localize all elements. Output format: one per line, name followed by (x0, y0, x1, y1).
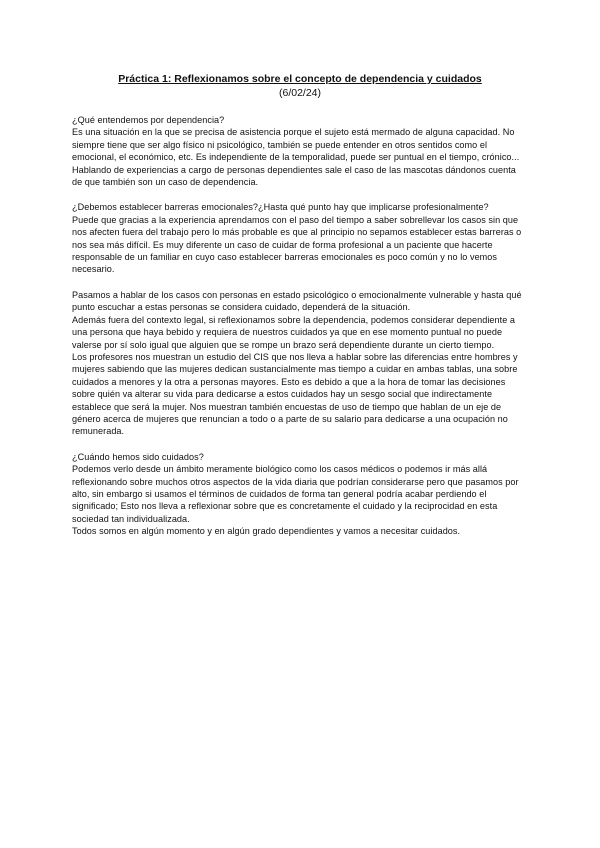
section-dependencia (72, 114, 528, 188)
paragraph: Los profesores nos muestran un estudio del CIS que nos lleva a hablar sobre las diferencias entre hombres y mujeres sabiendo que las mujeres dedican sustancialmente mas tiempo a cuidar en ambas tablas, una sobre cuidados a menores y la otra a personas mayores. Esto es debido a que a la hora de tomar las decisiones sobre quién va alterar su vida para dedicarse a estos cuidados hay un sesgo social que indirectamente establece que será la mujer. Nos muestran también encuestas de uso de tiempo que hablan de un eje de género acerca de mujeres que renuncian a todo o a parte de su salario para dedicarse a una ocupación no remunerada. (72, 351, 518, 437)
question-heading: ¿Cuándo hemos sido cuidados? (72, 451, 204, 462)
question-heading: ¿Debemos establecer barreras emocionales?¿Hasta qué punto hay que implicarse profesionalmente? (72, 202, 489, 213)
question-heading: ¿Qué entendemos por dependencia? (72, 115, 225, 125)
section-barreras-emocionales (72, 201, 528, 275)
document-date: (6/02/24) (278, 87, 322, 99)
paragraph: Puede que gracias a la experiencia aprendamos con el paso del tiempo a saber sobrellevar los casos sin que nos afecten fuera del trabajo pero lo más probable es que al principio no sepamos establecer estas barreras o nos sea más difícil. Es muy diferente un caso de cuidar de forma profesional a un paciente que hacerte responsable de un familiar en cuyo caso establecer barreras emocionales es poco común y no lo vemos necesario. (72, 214, 522, 275)
section-vulnerabilidad (72, 289, 528, 438)
section-cuidados (72, 451, 528, 538)
document-title: Práctica 1: Reflexionamos sobre el concepto de dependencia y cuidados (118, 73, 482, 85)
paragraph: Pasamos a hablar de los casos con personas en estado psicológico o emocionalmente vulnerable y hasta qué punto escuchar a estas personas se considera cuidado, dependerá de la situación. (72, 289, 522, 313)
paragraph: Es una situación en la que se precisa de asistencia porque el sujeto está mermado de alguna capacidad. No siempre tiene que ser algo físico ni psicológico, también se puede entender en otros sentidos como el emocional, el económico, etc. Es independiente de la temporalidad, puede ser puntual en el tiempo, crónico... (72, 127, 520, 163)
paragraph: Además fuera del contexto legal, si reflexionamos sobre la dependencia, podemos considerar dependiente a una persona que haya bebido y requiera de nuestros cuidados ya que en ese momento puntual no puede valerse por sí solo igual que alguien que se rompe un brazo será dependiente durante un cierto tiempo. (72, 314, 515, 350)
paragraph: Hablando de experiencias a cargo de personas dependientes sale el caso de las mascotas dándonos cuenta de que también son un caso de dependencia. (72, 164, 516, 188)
paragraph: Podemos verlo desde un ámbito meramente biológico como los casos médicos o podemos ir más allá reflexionando sobre muchos otros aspectos de la vida diaria que podrían considerarse pero que pasamos por alto, sin embargo si usamos el términos de cuidados de forma tan general podría acabar perdiendo el significado; Esto nos lleva a reflexionar sobre que es concretamente el cuidado y la reciprocidad en esta sociedad tan individualizada. (72, 464, 519, 524)
paragraph: Todos somos en algún momento y en algún grado dependientes y vamos a necesitar cuidados. (72, 526, 461, 537)
